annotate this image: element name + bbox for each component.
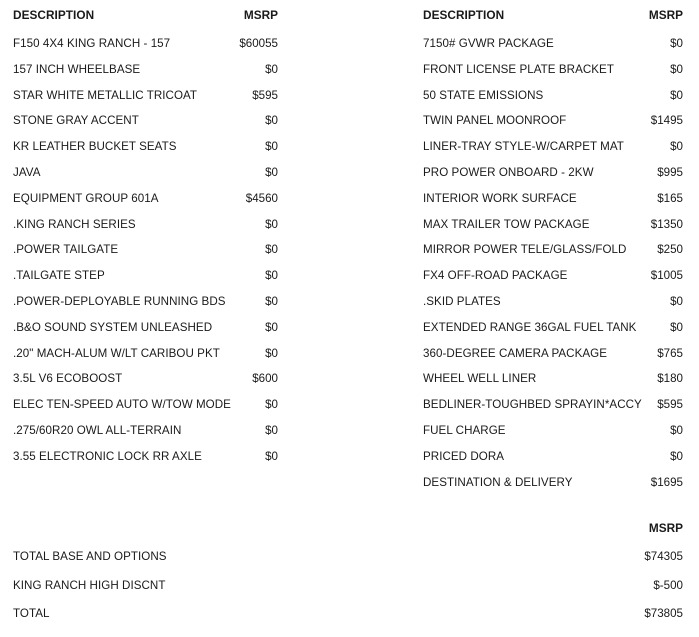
option-msrp: $0 xyxy=(265,269,278,283)
options-column-left xyxy=(0,0,285,470)
option-description: PRICED DORA xyxy=(423,449,505,463)
table-row xyxy=(0,444,285,470)
option-msrp: $0 xyxy=(670,449,683,463)
option-description: .POWER-DEPLOYABLE RUNNING BDS xyxy=(13,294,226,308)
option-description: 3.55 ELECTRONIC LOCK RR AXLE xyxy=(13,449,202,463)
column-header-description: DESCRIPTION xyxy=(423,8,505,22)
option-msrp: $180 xyxy=(657,372,683,386)
options-column-right xyxy=(410,0,699,495)
option-msrp: $0 xyxy=(670,88,683,102)
table-row xyxy=(0,160,285,186)
table-row xyxy=(410,418,699,444)
option-msrp: $0 xyxy=(265,294,278,308)
option-msrp: $0 xyxy=(670,62,683,76)
totals-label: TOTAL xyxy=(13,607,50,621)
option-msrp: $250 xyxy=(657,243,683,257)
option-msrp: $0 xyxy=(265,217,278,231)
table-row xyxy=(410,237,699,263)
totals-value: $73805 xyxy=(644,607,683,621)
table-header-row-right xyxy=(410,0,699,31)
table-row xyxy=(410,470,699,496)
option-description: FX4 OFF-ROAD PACKAGE xyxy=(423,269,568,283)
totals-row-discount xyxy=(0,572,699,601)
option-description: INTERIOR WORK SURFACE xyxy=(423,191,577,205)
option-description: JAVA xyxy=(13,165,41,179)
option-description: TWIN PANEL MOONROOF xyxy=(423,114,567,128)
table-row xyxy=(0,108,285,134)
table-row xyxy=(410,315,699,341)
option-msrp: $60055 xyxy=(239,37,278,50)
totals-header-row xyxy=(0,513,699,543)
table-row xyxy=(410,289,699,315)
option-description: FUEL CHARGE xyxy=(423,423,506,437)
option-msrp: $0 xyxy=(265,140,278,154)
table-row xyxy=(0,418,285,444)
column-header-msrp: MSRP xyxy=(648,8,683,22)
table-row xyxy=(410,444,699,470)
option-description: STAR WHITE METALLIC TRICOAT xyxy=(13,88,198,102)
option-msrp: $0 xyxy=(265,449,278,463)
option-msrp: $1350 xyxy=(650,217,683,231)
option-description: 3.5L V6 ECOBOOST xyxy=(13,372,123,386)
option-msrp: $0 xyxy=(670,140,683,154)
option-description: 7150# GVWR PACKAGE xyxy=(423,37,554,50)
table-row xyxy=(410,366,699,392)
option-description: .275/60R20 OWL ALL-TERRAIN xyxy=(13,423,182,437)
table-row xyxy=(410,392,699,418)
option-description: EXTENDED RANGE 36GAL FUEL TANK xyxy=(423,320,637,334)
option-msrp: $0 xyxy=(265,114,278,128)
totals-section xyxy=(0,513,699,629)
option-msrp: $0 xyxy=(265,62,278,76)
option-msrp: $0 xyxy=(670,37,683,50)
table-row xyxy=(410,134,699,160)
option-msrp: $0 xyxy=(670,423,683,437)
totals-value: $-500 xyxy=(653,578,683,592)
option-msrp: $1495 xyxy=(650,114,683,128)
option-msrp: $0 xyxy=(265,346,278,360)
option-msrp: $4560 xyxy=(245,191,278,205)
table-row xyxy=(0,186,285,212)
column-header-description: DESCRIPTION xyxy=(13,8,95,22)
option-msrp: $995 xyxy=(657,165,683,179)
totals-row-total xyxy=(0,600,699,629)
option-msrp: $1695 xyxy=(650,475,683,489)
option-description: PRO POWER ONBOARD - 2KW xyxy=(423,165,594,179)
table-row xyxy=(410,57,699,83)
option-description: .20" MACH-ALUM W/LT CARIBOU PKT xyxy=(13,346,220,360)
option-description: .SKID PLATES xyxy=(423,294,501,308)
option-msrp: $595 xyxy=(252,88,278,102)
option-description: .POWER TAILGATE xyxy=(13,243,119,257)
table-row xyxy=(0,315,285,341)
table-row xyxy=(0,289,285,315)
column-header-msrp: MSRP xyxy=(243,8,278,22)
option-msrp: $595 xyxy=(657,398,683,412)
table-row xyxy=(410,83,699,109)
option-description: EQUIPMENT GROUP 601A xyxy=(13,191,159,205)
totals-value: $74305 xyxy=(644,550,683,563)
option-description: FRONT LICENSE PLATE BRACKET xyxy=(423,62,614,76)
table-row xyxy=(0,237,285,263)
totals-row-base-and-options xyxy=(0,543,699,572)
option-description: ELEC TEN-SPEED AUTO W/TOW MODE xyxy=(13,398,231,412)
totals-label: KING RANCH HIGH DISCNT xyxy=(13,578,166,592)
table-row xyxy=(0,134,285,160)
option-description: .TAILGATE STEP xyxy=(13,269,105,283)
option-msrp: $0 xyxy=(265,423,278,437)
option-description: F150 4X4 KING RANCH - 157 xyxy=(13,37,171,50)
option-description: 360-DEGREE CAMERA PACKAGE xyxy=(423,346,608,360)
table-row xyxy=(410,263,699,289)
option-msrp: $0 xyxy=(265,320,278,334)
table-row xyxy=(410,160,699,186)
table-row xyxy=(0,341,285,367)
table-row xyxy=(410,212,699,238)
totals-label: TOTAL BASE AND OPTIONS xyxy=(13,550,167,563)
table-row xyxy=(0,57,285,83)
option-description: 157 INCH WHEELBASE xyxy=(13,62,141,76)
option-description: MIRROR POWER TELE/GLASS/FOLD xyxy=(423,243,627,257)
table-row xyxy=(410,186,699,212)
option-description: WHEEL WELL LINER xyxy=(423,372,537,386)
option-msrp: $0 xyxy=(670,320,683,334)
option-description: .B&O SOUND SYSTEM UNLEASHED xyxy=(13,320,213,334)
table-row xyxy=(0,366,285,392)
option-description: STONE GRAY ACCENT xyxy=(13,114,139,128)
table-row xyxy=(0,31,285,57)
table-row xyxy=(0,212,285,238)
option-description: LINER-TRAY STYLE-W/CARPET MAT xyxy=(423,140,624,154)
table-row xyxy=(0,263,285,289)
option-msrp: $165 xyxy=(657,191,683,205)
table-row xyxy=(0,83,285,109)
option-msrp: $0 xyxy=(265,165,278,179)
option-msrp: $0 xyxy=(265,398,278,412)
option-description: .KING RANCH SERIES xyxy=(13,217,136,231)
totals-header-msrp: MSRP xyxy=(648,521,683,535)
table-row xyxy=(410,31,699,57)
table-row xyxy=(0,392,285,418)
option-description: DESTINATION & DELIVERY xyxy=(423,475,573,489)
options-table-left xyxy=(0,0,285,470)
option-description: 50 STATE EMISSIONS xyxy=(423,88,544,102)
table-row xyxy=(410,341,699,367)
table-row xyxy=(410,108,699,134)
option-description: KR LEATHER BUCKET SEATS xyxy=(13,140,177,154)
option-msrp: $0 xyxy=(670,294,683,308)
option-description: BEDLINER-TOUGHBED SPRAYIN*ACCY xyxy=(423,398,642,412)
table-header-row-left xyxy=(0,0,285,31)
option-msrp: $1005 xyxy=(650,269,683,283)
option-msrp: $765 xyxy=(657,346,683,360)
option-msrp: $0 xyxy=(265,243,278,257)
option-description: MAX TRAILER TOW PACKAGE xyxy=(423,217,590,231)
options-table-right xyxy=(410,0,699,495)
option-msrp: $600 xyxy=(252,372,278,386)
